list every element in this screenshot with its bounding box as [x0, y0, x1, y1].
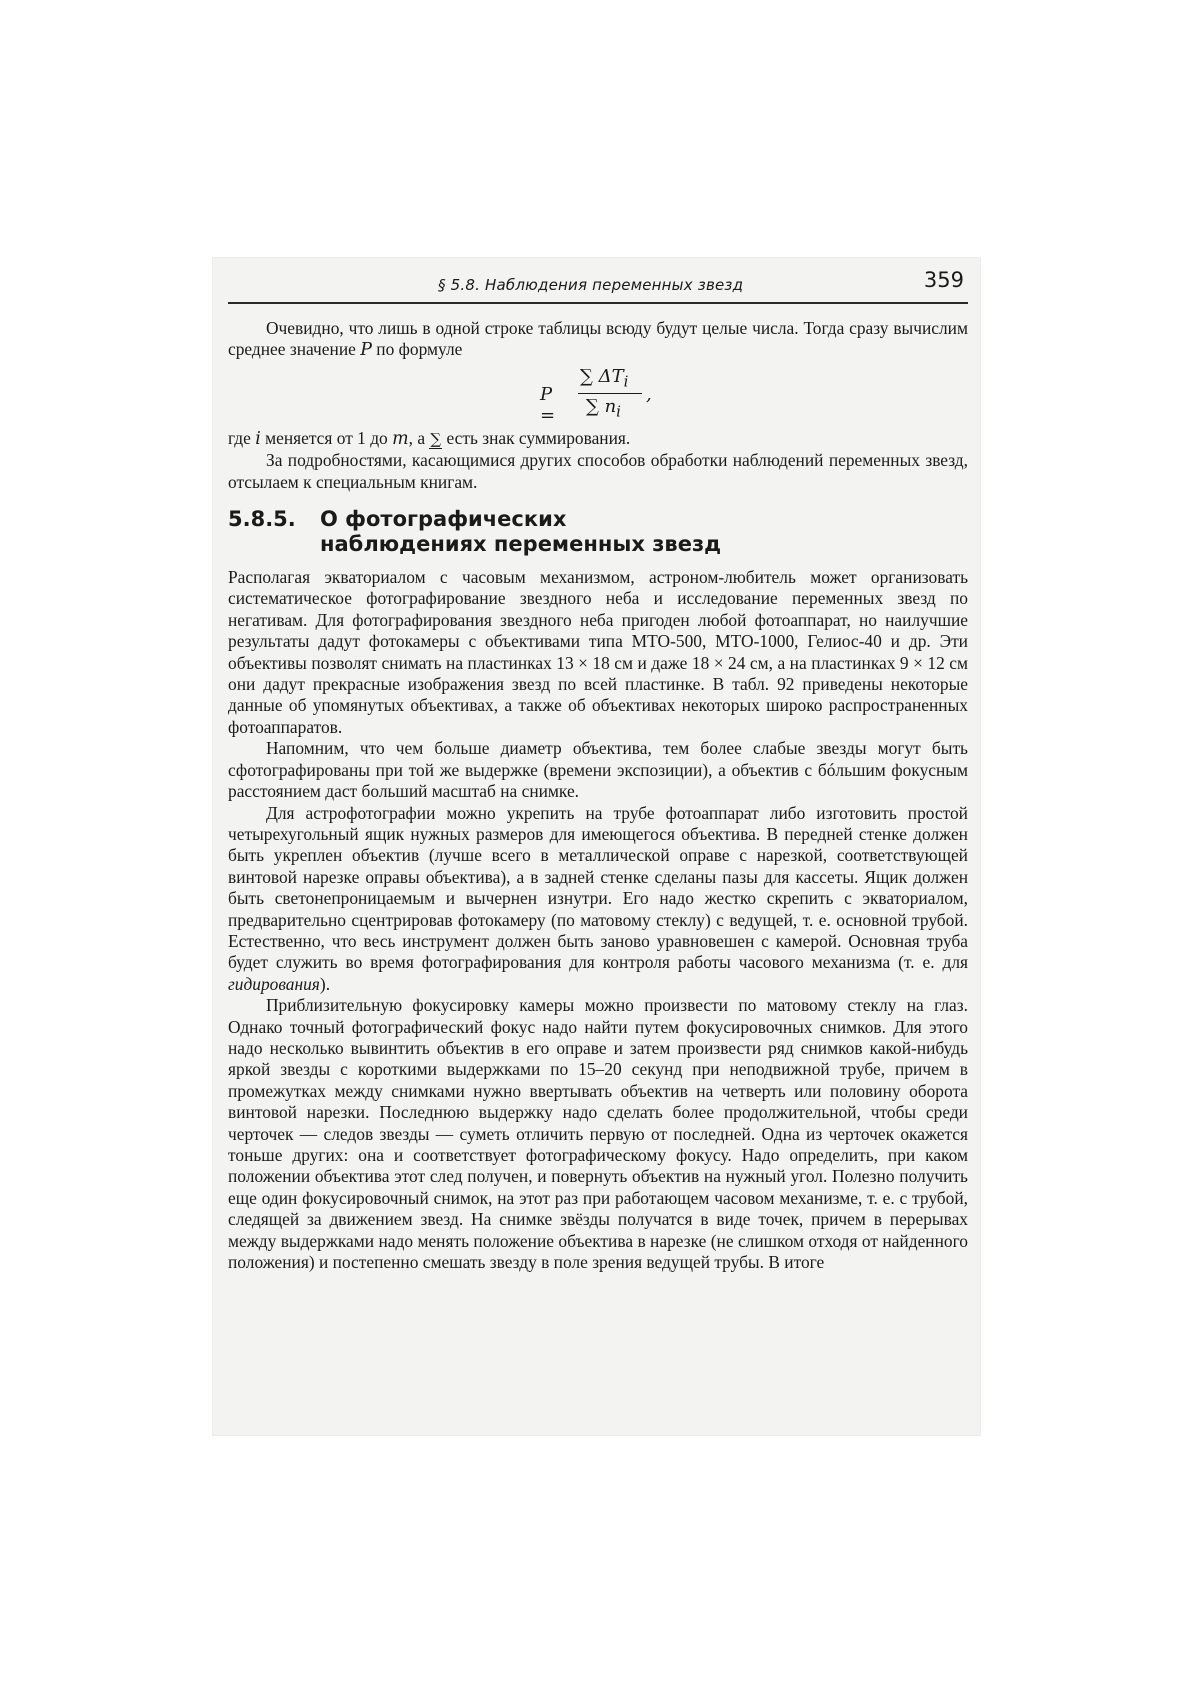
paragraph: Для астрофотографии можно укрепить на трубе фотоаппарат либо изготовить простой четырехугольный ящик нужных размеров для имеющегося объектива. В передней стенке должен быть укреплен объектив (лучше всего в металлической оправе с нарезкой, соответствующей винтовой нарезке оправы объектива), а в задней стенке сделаны пазы для кассеты. Ящик должен быть светонепроницаемым и вычернен изнутри. Его надо жестко скрепить с экваториалом, предварительно сцентрировав фотокамеру (по матовому стеклу) с ведущей, т. е. основной трубой. Естественно, что весь инструмент должен быть заново уравновешен с камерой. Основная труба будет служить во время фотографирования для контроля работы часового механизма (т. е. для гидирования).: [228, 802, 968, 994]
fraction-bar: [578, 393, 642, 395]
variable-m: m: [392, 428, 409, 449]
running-head: § 5.8. Наблюдения переменных звезд: [438, 276, 744, 294]
paragraph: Напомним, что чем больше диаметр объектива, тем более слабые звезды могут быть сфотографированы при той же выдержке (времени экспозиции), а объектив с бóльшим фокусным расстоянием даст больший масштаб на снимке.: [228, 738, 968, 802]
page-body: [228, 318, 968, 1273]
variable-p: P: [360, 340, 372, 361]
paragraph: Приблизительную фокусировку камеры можно произвести по матовому стеклу на глаз. Однако точный фотографический фокус надо найти путем фокусировочных снимков. Для этого надо несколько вывинтить объектив в его оправе и затем произвести ряд снимков какой-нибудь яркой звезды с короткими выдержками по 15–20 секунд при неподвижной трубе, причем в промежутках между снимками нужно ввертывать объектив на четверть или половину оборота винтовой нарезки. Последнюю выдержку надо сделать более продолжительной, чтобы среди черточек — следов звезды — суметь отличить первую от последней. Одна из черточек окажется тоньше других: она и соответствует фотографическому фокусу. Надо определить, при каком положении объектива этот след получен, и повернуть объектив на нужный угол. Полезно получить еще один фокусировочный снимок, на этот раз при работающем часовом механизме, т. е. с трубой, следящей за движением звезд. На снимке звёзды получатся в виде точек, причем в перерывах между выдержками надо менять положение объектива в нарезке (не слишком отходя от найденного положения) и постепенно смешать звезду в поле зрения ведущей трубы. В итоге: [228, 995, 968, 1273]
formula-denominator: ∑ $n_i$: [586, 395, 621, 421]
paragraph: За подробностями, касающимися других способов обработки наблюдений переменных звезд, отсылаем к специальным книгам.: [228, 450, 968, 492]
paragraph-text: по формуле: [376, 339, 463, 360]
formula-lhs: P =: [540, 383, 556, 427]
sum-symbol: ∑: [430, 429, 442, 448]
emphasis-term: гидирования: [228, 973, 320, 994]
variable-i: i: [255, 428, 261, 449]
paragraph: Располагая экваториалом с часовым механизмом, астроном-любитель может организовать систематическое фотографирование звездного неба и исследование переменных звезд по негативам. Для фотографирования звездного неба пригоден любой фотоаппарат, но наилучшие результаты дадут фотокамеры с объективами типа МТО-500, МТО-1000, Гелиос-40 и др. Эти объективы позволят снимать на пластинках 13 × 18 см и даже 18 × 24 см, а на пластинках 9 × 12 см они дадут прекрасные изображения звезд по всей пластинке. В табл. 92 приведены некоторые данные об упомянутых объективах, а также об объективах некоторых широко распространенных фотоаппаратов.: [228, 567, 968, 737]
paragraph-text: Очевидно, что лишь в одной строке таблицы всюду будут целые числа. Тогда сразу вычислим среднее значение: [228, 318, 968, 360]
section-title: О фотографических наблюдениях переменных звезд: [320, 507, 722, 557]
formula-comma: ,: [646, 383, 652, 405]
page-number: 359: [923, 268, 964, 292]
formula-numerator: ∑ $\Delta T_i$: [580, 365, 629, 391]
formula: [228, 362, 968, 428]
page-header: [228, 268, 968, 304]
section-heading: [228, 507, 968, 557]
paragraph: где i меняется от 1 до m, а ∑ есть знак суммирования.: [228, 427, 631, 449]
paragraph: [228, 318, 968, 362]
section-number: 5.8.5.: [228, 507, 296, 532]
